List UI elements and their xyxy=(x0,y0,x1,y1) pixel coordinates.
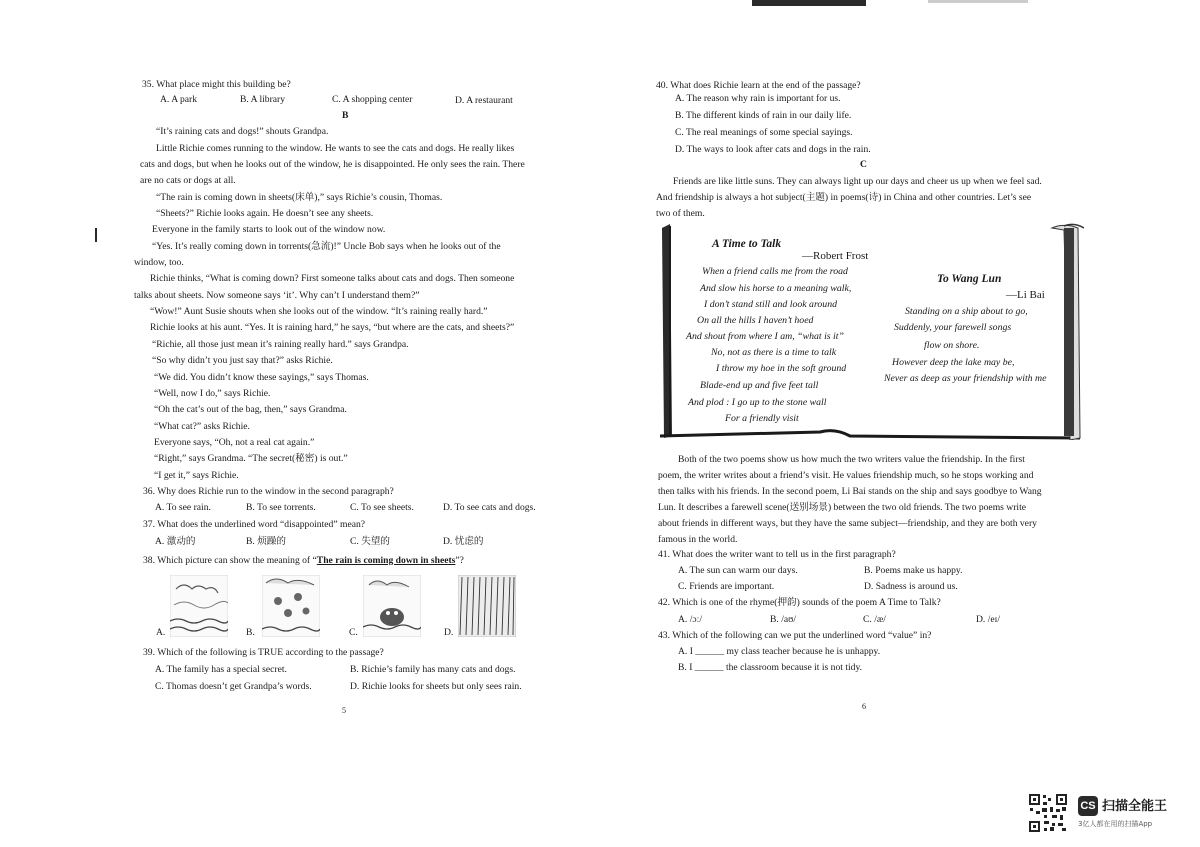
q38-option-a: A. xyxy=(156,627,166,638)
poem1-line: No, not as there is a time to talk xyxy=(711,347,837,358)
camscanner-logo-icon: CS xyxy=(1078,796,1098,816)
story-line: “So why didn’t you just say that?” asks Richie. xyxy=(152,355,333,366)
section-b-heading: B xyxy=(342,110,349,121)
q43-option-a: A. I ______ my class teacher because he is unhappy. xyxy=(678,646,881,657)
q38-option-b: B. xyxy=(246,627,255,638)
analysis-line: famous in the world. xyxy=(658,534,738,545)
story-line: window, too. xyxy=(134,257,184,268)
q39-option-a: A. The family has a special secret. xyxy=(155,664,287,675)
story-line: “Well, now I do,” says Richie. xyxy=(154,388,271,399)
qr-code-icon xyxy=(1028,793,1068,833)
analysis-line: about friends in different ways, but they have the same subject—friendship, and they are both very xyxy=(658,518,1037,529)
poem1-line: And shout from where I am, “what is it” xyxy=(686,331,844,342)
q39-option-d: D. Richie looks for sheets but only sees rain. xyxy=(350,681,522,692)
intro-line: And friendship is always a hot subject(主题) in poems(诗) in China and other countries. Let’s see xyxy=(656,192,1032,203)
analysis-line: Lun. It describes a farewell scene(送别场景) between the two old friends. The two poems write xyxy=(658,502,1027,513)
story-line: “Wow!” Aunt Susie shouts when she looks out of the window. “It’s raining really hard.” xyxy=(150,306,488,317)
q35-option-a: A. A park xyxy=(160,94,198,105)
q42-stem: 42. Which is one of the rhyme(押韵) sounds of the poem A Time to Talk? xyxy=(658,597,941,608)
q37-stem: 37. What does the underlined word “disappointed” mean? xyxy=(143,519,366,530)
q42-option-c: C. /æ/ xyxy=(863,614,886,625)
analysis-line: poem, the writer writes about a friend’s visit. He values friendship much, so he stops working and xyxy=(658,470,1034,481)
story-line: Richie thinks, “What is coming down? First someone talks about cats and dogs. Then someone xyxy=(150,273,515,284)
poem1-line: And plod : I go up to the stone wall xyxy=(688,397,827,408)
page-number-left: 5 xyxy=(342,706,346,715)
scan-artifact-top-right xyxy=(928,0,1028,3)
poem2-line: However deep the lake may be, xyxy=(892,357,1015,368)
poem1-line: When a friend calls me from the road xyxy=(702,266,848,277)
poem1-line: I throw my hoe in the soft ground xyxy=(716,363,847,374)
section-c-heading: C xyxy=(860,159,867,170)
q38-option-c: C. xyxy=(349,627,358,638)
q36-stem: 36. Why does Richie run to the window in the second paragraph? xyxy=(143,486,394,497)
story-line: “It’s raining cats and dogs!” shouts Grandpa. xyxy=(156,126,329,137)
q41-option-d: D. Sadness is around us. xyxy=(864,581,958,592)
q37-option-a: A. 激动的 xyxy=(155,536,196,547)
q37-option-b: B. 烦躁的 xyxy=(246,536,286,547)
q37-option-c: C. 失望的 xyxy=(350,536,390,547)
q41-option-c: C. Friends are important. xyxy=(678,581,775,592)
poem2-title: To Wang Lun xyxy=(937,273,1002,285)
q42-option-a: A. /ɔː/ xyxy=(678,614,702,625)
picture-cloudy-sea xyxy=(170,575,228,637)
q43-option-b: B. I ______ the classroom because it is not tidy. xyxy=(678,662,863,673)
q35-option-c: C. A shopping center xyxy=(332,94,413,105)
poem1-title: A Time to Talk xyxy=(712,238,782,250)
picture-heavy-rain xyxy=(458,575,516,637)
q40-option-d: D. The ways to look after cats and dogs in the rain. xyxy=(675,144,871,155)
story-line: Richie looks at his aunt. “Yes. It is raining hard,” he says, “but where are the cats, and sheets?” xyxy=(150,322,515,333)
intro-line: two of them. xyxy=(656,208,705,219)
q36-option-c: C. To see sheets. xyxy=(350,502,414,513)
page-number-right: 6 xyxy=(862,702,866,711)
poem1-line: On all the hills I haven’t hoed xyxy=(697,315,814,326)
story-line: “Richie, all those just mean it’s raining really hard.” says Grandpa. xyxy=(152,339,409,350)
story-line: cats and dogs, but when he looks out of the window, he is disappointed. He only sees the rain. There xyxy=(140,159,525,170)
q39-option-b: B. Richie’s family has many cats and dogs. xyxy=(350,664,516,675)
scan-artifact-top xyxy=(752,0,866,6)
q37-option-d: D. 忧虑的 xyxy=(443,536,484,547)
q42-option-b: B. /aʊ/ xyxy=(770,614,797,625)
q40-option-c: C. The real meanings of some special sayings. xyxy=(675,127,853,138)
poem1-line: For a friendly visit xyxy=(725,413,799,424)
story-line: “Yes. It’s really coming down in torrents(急流)!” Uncle Bob says when he looks out of the xyxy=(152,241,501,252)
picture-cats-dogs-falling xyxy=(262,575,320,637)
story-line: talks about sheets. Now someone says ‘it’. Why can’t I understand them?” xyxy=(134,290,420,301)
q40-stem: 40. What does Richie learn at the end of the passage? xyxy=(656,80,861,91)
q35-option-d: D. A restaurant xyxy=(455,95,513,106)
q41-option-a: A. The sun can warm our days. xyxy=(678,565,798,576)
story-line: “Oh the cat’s out of the bag, then,” says Grandma. xyxy=(154,404,347,415)
story-line: “Sheets?” Richie looks again. He doesn’t see any sheets. xyxy=(156,208,374,219)
q40-option-b: B. The different kinds of rain in our daily life. xyxy=(675,110,852,121)
story-line: are no cats or dogs at all. xyxy=(140,175,236,186)
watermark-title: 扫描全能王 xyxy=(1102,799,1168,814)
poem2-line: Suddenly, your farewell songs xyxy=(894,322,1012,333)
q38-stem: 38. Which picture can show the meaning of “The rain is coming down in sheets”? xyxy=(143,555,464,566)
story-line: “What cat?” asks Richie. xyxy=(154,421,250,432)
q36-option-b: B. To see torrents. xyxy=(246,502,316,513)
poem2-line: Never as deep as your friendship with me xyxy=(884,373,1047,384)
story-line: “Right,” says Grandma. “The secret(秘密) is out.” xyxy=(154,453,348,464)
poem1-line: Blade-end up and five feet tall xyxy=(700,380,819,391)
q36-option-a: A. To see rain. xyxy=(155,502,211,513)
q41-option-b: B. Poems make us happy. xyxy=(864,565,963,576)
watermark-subtitle: 3亿人都在用的扫描App xyxy=(1078,820,1153,828)
story-line: Little Richie comes running to the window. He wants to see the cats and dogs. He really likes xyxy=(156,143,515,154)
poem1-author: —Robert Frost xyxy=(802,250,869,262)
q43-stem: 43. Which of the following can we put the underlined word “value” in? xyxy=(658,630,932,641)
q36-option-d: D. To see cats and dogs. xyxy=(443,502,536,513)
q35-option-b: B. A library xyxy=(240,94,286,105)
q38-option-d: D. xyxy=(444,627,454,638)
analysis-line: Both of the two poems show us how much the two writers value the friendship. In the first xyxy=(678,454,1025,465)
poem2-author: —Li Bai xyxy=(1006,289,1045,301)
analysis-line: then talks with his friends. In the second poem, Li Bai stands on the ship and says goodbye to Wang xyxy=(658,486,1042,497)
poem2-line: flow on shore. xyxy=(924,340,980,351)
story-line: “I get it,” says Richie. xyxy=(154,470,239,481)
q35-stem: 35. What place might this building be? xyxy=(142,79,291,90)
story-line: Everyone says, “Oh, not a real cat again.” xyxy=(154,437,315,448)
poem2-line: Standing on a ship about to go, xyxy=(905,306,1028,317)
scan-artifact-left xyxy=(95,228,97,242)
q39-option-c: C. Thomas doesn’t get Grandpa’s words. xyxy=(155,681,312,692)
scanner-watermark xyxy=(1028,793,1178,833)
story-line: Everyone in the family starts to look out of the window now. xyxy=(152,224,386,235)
story-line: “We did. You didn’t know these sayings,” says Thomas. xyxy=(154,372,369,383)
poem1-line: And slow his horse to a meaning walk, xyxy=(700,283,852,294)
q41-stem: 41. What does the writer want to tell us in the first paragraph? xyxy=(658,549,896,560)
q40-option-a: A. The reason why rain is important for us. xyxy=(675,93,841,104)
q39-stem: 39. Which of the following is TRUE according to the passage? xyxy=(143,647,384,658)
picture-bed-sheet-in-rain xyxy=(363,575,421,637)
intro-line: Friends are like little suns. They can always light up our days and cheer us up when we feel sad. xyxy=(673,176,1042,187)
story-line-key-sentence: “The rain is coming down in sheets(床单),” says Richie’s cousin, Thomas. xyxy=(156,192,443,203)
q42-option-d: D. /eɪ/ xyxy=(976,614,1000,625)
poem1-line: I don’t stand still and look around xyxy=(704,299,837,310)
